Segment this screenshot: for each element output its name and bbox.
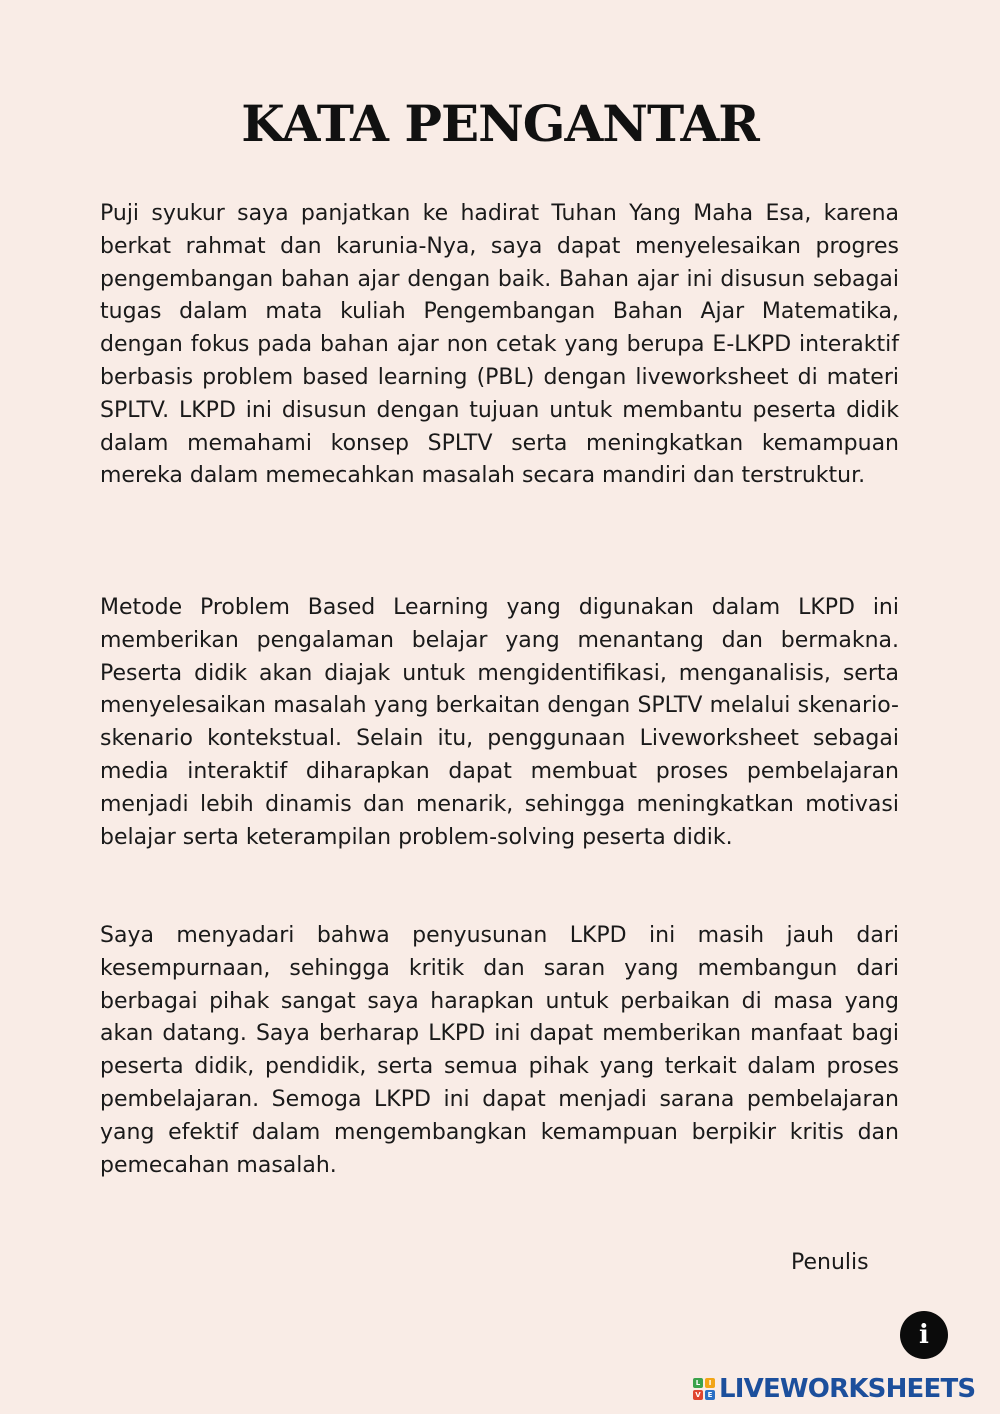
author-signature: Penulis (791, 1250, 869, 1275)
info-icon: i (919, 1320, 929, 1350)
liveworksheets-logo[interactable] (693, 1374, 975, 1404)
page-title: KATA PENGANTAR (241, 94, 759, 153)
liveworksheets-brand-text: LIVEWORKSHEETS (719, 1374, 976, 1404)
logo-cell-v: V (693, 1390, 703, 1400)
logo-cell-l: L (693, 1378, 703, 1388)
paragraph-closing: Saya menyadari bahwa penyusunan LKPD ini masih jauh dari kesempurnaan, sehingga kritik dan saran yang membangun dari berbagai pihak sangat saya harapkan untuk perbaikan di masa yang akan datang. Saya berharap LKPD ini dapat memberikan manfaat bagi peserta didik, pendidik, serta semua pihak yang terkait dalam proses pembelajaran. Semoga LKPD ini dapat menjadi sarana pembelajaran yang efektif dalam mengembangkan kemampuan berpikir kritis dan pemecahan masalah. (100, 923, 899, 1178)
paragraph-intro: Puji syukur saya panjatkan ke hadirat Tuhan Yang Maha Esa, karena berkat rahmat dan karunia-Nya, saya dapat menyelesaikan progres pengembangan bahan ajar dengan baik. Bahan ajar ini disusun sebagai tugas dalam mata kuliah Pengembangan Bahan Ajar Matematika, dengan fokus pada bahan ajar non cetak yang berupa E-LKPD interaktif berbasis problem based learning (PBL) dengan liveworksheet di materi SPLTV. LKPD ini disusun dengan tujuan untuk membantu peserta didik dalam memahami konsep SPLTV serta meningkatkan kemampuan mereka dalam memecahkan masalah secara mandiri dan terstruktur. (100, 201, 899, 489)
liveworksheets-logo-icon (693, 1378, 715, 1400)
logo-cell-i: I (705, 1378, 715, 1388)
logo-cell-e: E (705, 1390, 715, 1400)
info-button[interactable] (900, 1311, 948, 1359)
paragraph-method: Metode Problem Based Learning yang digunakan dalam LKPD ini memberikan pengalaman belajar yang menantang dan bermakna. Peserta didik akan diajak untuk mengidentifikasi, menganalisis, serta menyelesaikan masalah yang berkaitan dengan SPLTV melalui skenario-skenario kontekstual. Selain itu, penggunaan Liveworksheet sebagai media interaktif diharapkan dapat membuat proses pembelajaran menjadi lebih dinamis dan menarik, sehingga meningkatkan motivasi belajar serta keterampilan problem-solving peserta didik. (100, 595, 899, 850)
